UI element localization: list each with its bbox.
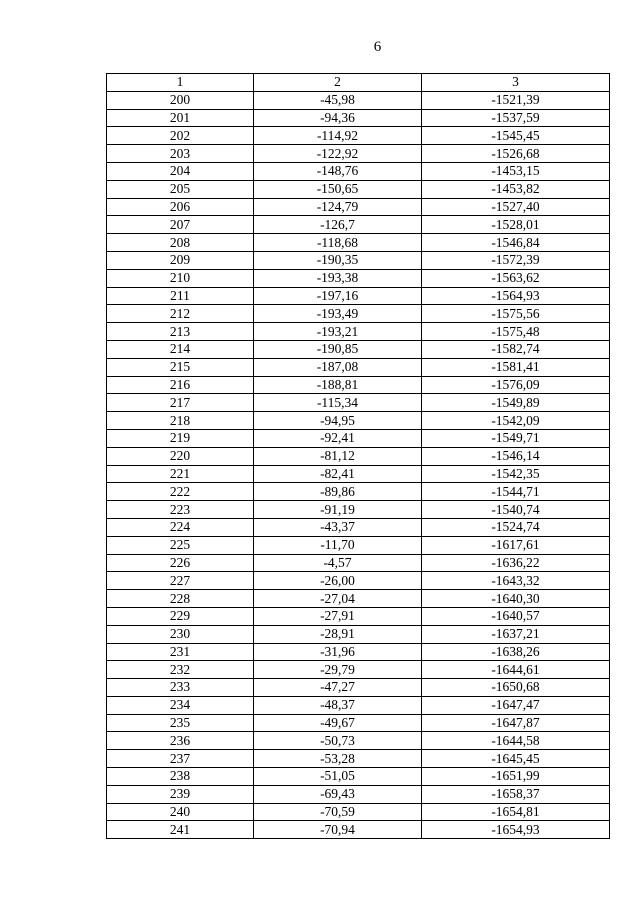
table-cell-col-1: 226 [107, 554, 254, 572]
table-cell-col-1: 213 [107, 323, 254, 341]
table-row [107, 572, 610, 590]
table-cell-col-1: 210 [107, 269, 254, 287]
table-row [107, 394, 610, 412]
table-cell-col-2: -69,43 [254, 785, 422, 803]
table-row [107, 180, 610, 198]
table-cell-col-2: -124,79 [254, 198, 422, 216]
page-number: 6 [373, 39, 382, 55]
table-cell-col-1: 225 [107, 536, 254, 554]
table-cell-col-2: -187,08 [254, 358, 422, 376]
table-row [107, 145, 610, 163]
table-cell-col-2: -81,12 [254, 447, 422, 465]
table-cell-col-3: -1658,37 [422, 785, 610, 803]
table-cell-col-1: 241 [107, 821, 254, 839]
table-cell-col-3: -1545,45 [422, 127, 610, 145]
table-row [107, 732, 610, 750]
table-cell-col-3: -1640,30 [422, 590, 610, 608]
table-cell-col-2: -114,92 [254, 127, 422, 145]
column-header-2: 2 [254, 74, 422, 92]
table-cell-col-2: -70,59 [254, 803, 422, 821]
table-row [107, 305, 610, 323]
table-row [107, 465, 610, 483]
table-cell-col-3: -1542,35 [422, 465, 610, 483]
table-cell-col-2: -190,35 [254, 251, 422, 269]
table-row [107, 536, 610, 554]
table-cell-col-3: -1645,45 [422, 750, 610, 768]
table-cell-col-1: 203 [107, 145, 254, 163]
table-cell-col-2: -122,92 [254, 145, 422, 163]
table-cell-col-1: 237 [107, 750, 254, 768]
table-cell-col-1: 206 [107, 198, 254, 216]
table-cell-col-2: -82,41 [254, 465, 422, 483]
table-cell-col-3: -1527,40 [422, 198, 610, 216]
table-cell-col-2: -89,86 [254, 483, 422, 501]
table-row [107, 554, 610, 572]
table-row [107, 661, 610, 679]
table-row [107, 127, 610, 145]
table-cell-col-3: -1521,39 [422, 91, 610, 109]
table-cell-col-2: -94,95 [254, 412, 422, 430]
table-cell-col-2: -26,00 [254, 572, 422, 590]
column-header-1: 1 [107, 74, 254, 92]
table-cell-col-2: -115,34 [254, 394, 422, 412]
table-cell-col-1: 207 [107, 216, 254, 234]
table-cell-col-2: -94,36 [254, 109, 422, 127]
table-row [107, 358, 610, 376]
table-row [107, 447, 610, 465]
table-row [107, 162, 610, 180]
table-row [107, 287, 610, 305]
table-cell-col-1: 216 [107, 376, 254, 394]
data-table [106, 73, 610, 839]
table-cell-col-1: 215 [107, 358, 254, 376]
table-cell-col-3: -1572,39 [422, 251, 610, 269]
table-cell-col-2: -49,67 [254, 714, 422, 732]
table-row [107, 714, 610, 732]
table-cell-col-1: 234 [107, 696, 254, 714]
table-cell-col-3: -1654,81 [422, 803, 610, 821]
table-row [107, 768, 610, 786]
table-cell-col-2: -28,91 [254, 625, 422, 643]
table-cell-col-2: -53,28 [254, 750, 422, 768]
table-row [107, 323, 610, 341]
table-row [107, 501, 610, 519]
table-cell-col-2: -190,85 [254, 340, 422, 358]
table-cell-col-2: -47,27 [254, 679, 422, 697]
table-cell-col-2: -51,05 [254, 768, 422, 786]
table-row [107, 429, 610, 447]
table-cell-col-3: -1575,48 [422, 323, 610, 341]
table-cell-col-3: -1563,62 [422, 269, 610, 287]
table-cell-col-1: 228 [107, 590, 254, 608]
table-cell-col-2: -4,57 [254, 554, 422, 572]
table-row [107, 483, 610, 501]
table-row [107, 518, 610, 536]
table-cell-col-1: 236 [107, 732, 254, 750]
table-row [107, 234, 610, 252]
table-cell-col-3: -1651,99 [422, 768, 610, 786]
table-cell-col-3: -1542,09 [422, 412, 610, 430]
table-cell-col-3: -1575,56 [422, 305, 610, 323]
table-cell-col-2: -11,70 [254, 536, 422, 554]
table-cell-col-3: -1643,32 [422, 572, 610, 590]
table-cell-col-3: -1644,61 [422, 661, 610, 679]
table-cell-col-3: -1453,82 [422, 180, 610, 198]
table-cell-col-3: -1647,47 [422, 696, 610, 714]
table-row [107, 412, 610, 430]
table-cell-col-2: -91,19 [254, 501, 422, 519]
table-cell-col-1: 212 [107, 305, 254, 323]
table-cell-col-3: -1526,68 [422, 145, 610, 163]
table-cell-col-1: 208 [107, 234, 254, 252]
table-cell-col-2: -148,76 [254, 162, 422, 180]
table-cell-col-1: 227 [107, 572, 254, 590]
table-row [107, 251, 610, 269]
table-cell-col-2: -70,94 [254, 821, 422, 839]
table-cell-col-3: -1644,58 [422, 732, 610, 750]
table-cell-col-3: -1617,61 [422, 536, 610, 554]
table-row [107, 109, 610, 127]
table-cell-col-1: 240 [107, 803, 254, 821]
table-row [107, 821, 610, 839]
table-cell-col-3: -1576,09 [422, 376, 610, 394]
table-cell-col-1: 202 [107, 127, 254, 145]
table-cell-col-1: 231 [107, 643, 254, 661]
table-cell-col-3: -1640,57 [422, 607, 610, 625]
table-cell-col-3: -1637,21 [422, 625, 610, 643]
table-cell-col-2: -118,68 [254, 234, 422, 252]
table-row [107, 785, 610, 803]
table-cell-col-2: -150,65 [254, 180, 422, 198]
table-cell-col-1: 218 [107, 412, 254, 430]
table-cell-col-2: -193,38 [254, 269, 422, 287]
table-row [107, 750, 610, 768]
table-cell-col-1: 224 [107, 518, 254, 536]
table-cell-col-2: -43,37 [254, 518, 422, 536]
table-cell-col-2: -50,73 [254, 732, 422, 750]
table-cell-col-1: 205 [107, 180, 254, 198]
table-row [107, 607, 610, 625]
table-cell-col-1: 217 [107, 394, 254, 412]
table-cell-col-2: -92,41 [254, 429, 422, 447]
table-cell-col-3: -1636,22 [422, 554, 610, 572]
table-cell-col-1: 204 [107, 162, 254, 180]
table-header-row [107, 74, 610, 92]
table-cell-col-1: 239 [107, 785, 254, 803]
table-cell-col-2: -27,91 [254, 607, 422, 625]
table-row [107, 643, 610, 661]
table-cell-col-3: -1650,68 [422, 679, 610, 697]
table-cell-col-2: -197,16 [254, 287, 422, 305]
table-row [107, 590, 610, 608]
table-cell-col-3: -1537,59 [422, 109, 610, 127]
table-cell-col-1: 232 [107, 661, 254, 679]
table-cell-col-3: -1546,84 [422, 234, 610, 252]
table-body [107, 91, 610, 838]
table-cell-col-2: -188,81 [254, 376, 422, 394]
table-cell-col-3: -1528,01 [422, 216, 610, 234]
table-row [107, 696, 610, 714]
table-row [107, 91, 610, 109]
table-cell-col-1: 238 [107, 768, 254, 786]
table-cell-col-2: -193,21 [254, 323, 422, 341]
table-cell-col-2: -31,96 [254, 643, 422, 661]
table-cell-col-2: -27,04 [254, 590, 422, 608]
table-row [107, 269, 610, 287]
table-cell-col-3: -1647,87 [422, 714, 610, 732]
table-cell-col-1: 221 [107, 465, 254, 483]
column-header-3: 3 [422, 74, 610, 92]
table-cell-col-1: 220 [107, 447, 254, 465]
table-cell-col-3: -1540,74 [422, 501, 610, 519]
table-cell-col-1: 214 [107, 340, 254, 358]
table-cell-col-3: -1549,89 [422, 394, 610, 412]
table-cell-col-3: -1564,93 [422, 287, 610, 305]
table-cell-col-1: 230 [107, 625, 254, 643]
table-cell-col-2: -45,98 [254, 91, 422, 109]
table-cell-col-1: 219 [107, 429, 254, 447]
table-row [107, 376, 610, 394]
table-cell-col-3: -1581,41 [422, 358, 610, 376]
table-cell-col-1: 200 [107, 91, 254, 109]
table-cell-col-3: -1544,71 [422, 483, 610, 501]
table-row [107, 803, 610, 821]
table-row [107, 679, 610, 697]
table-row [107, 340, 610, 358]
table-cell-col-2: -29,79 [254, 661, 422, 679]
table-cell-col-3: -1524,74 [422, 518, 610, 536]
table-cell-col-1: 211 [107, 287, 254, 305]
table-cell-col-3: -1638,26 [422, 643, 610, 661]
table-cell-col-3: -1453,15 [422, 162, 610, 180]
table-row [107, 625, 610, 643]
table-cell-col-1: 233 [107, 679, 254, 697]
table-cell-col-1: 229 [107, 607, 254, 625]
table-cell-col-1: 209 [107, 251, 254, 269]
table-cell-col-3: -1549,71 [422, 429, 610, 447]
table-row [107, 198, 610, 216]
table-cell-col-1: 235 [107, 714, 254, 732]
table-cell-col-1: 201 [107, 109, 254, 127]
table-cell-col-2: -126,7 [254, 216, 422, 234]
table-cell-col-3: -1654,93 [422, 821, 610, 839]
table-cell-col-1: 222 [107, 483, 254, 501]
table-cell-col-1: 223 [107, 501, 254, 519]
table-cell-col-2: -193,49 [254, 305, 422, 323]
table-cell-col-3: -1582,74 [422, 340, 610, 358]
table-cell-col-2: -48,37 [254, 696, 422, 714]
table-row [107, 216, 610, 234]
table-cell-col-3: -1546,14 [422, 447, 610, 465]
